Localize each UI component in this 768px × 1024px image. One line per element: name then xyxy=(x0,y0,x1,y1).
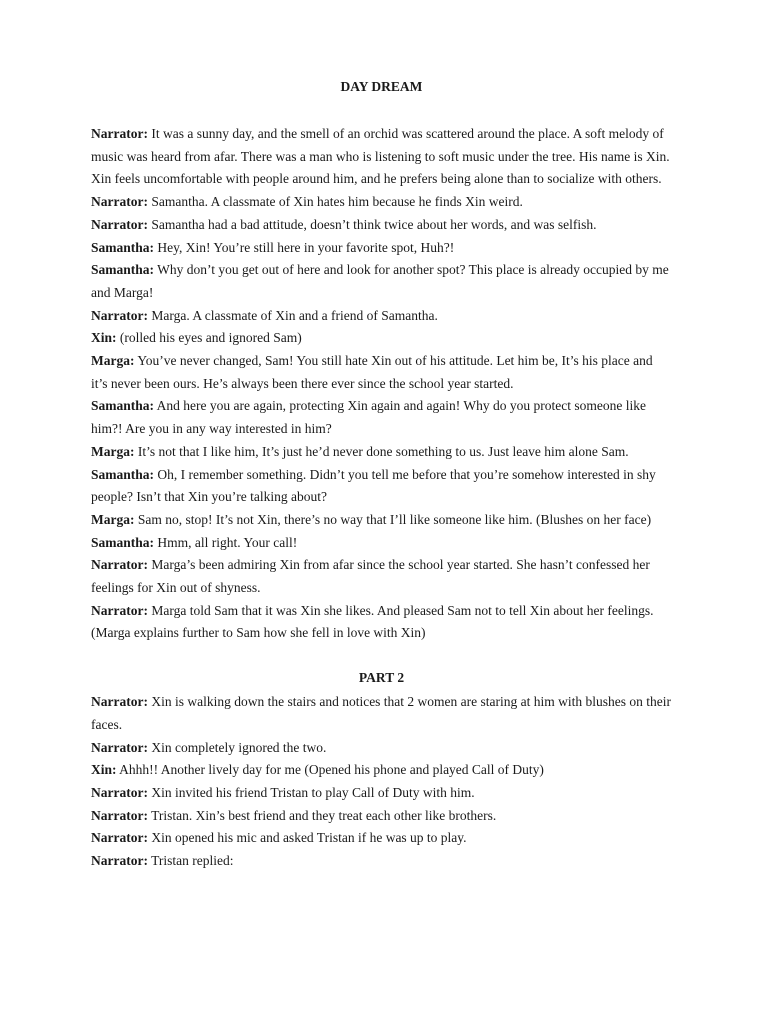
dialogue-line xyxy=(91,237,672,260)
dialogue-text: You’ve never changed, Sam! You still hate Xin out of his attitude. Let him be, It’s his place and it’s never been ours. He’s always been there ever since the school year started. xyxy=(91,353,653,391)
dialogue-text: Marga told Sam that it was Xin she likes. And pleased Sam not to tell Xin about her feelings. (Marga explains further to Sam how she fell in love with Xin) xyxy=(91,602,654,641)
speaker-label: Xin: xyxy=(91,330,117,346)
dialogue-text: Samantha. A classmate of Xin hates him because he finds Xin weird. xyxy=(147,194,523,210)
dialogue-line xyxy=(91,554,672,599)
dialogue-text: Marga’s been admiring Xin from afar since the school year started. She hasn’t confessed her feelings for Xin out of shyness. xyxy=(91,557,650,596)
dialogue-line xyxy=(91,350,672,395)
dialogue-text: Xin completely ignored the two. xyxy=(147,739,327,755)
dialogue-text: And here you are again, protecting Xin again and again! Why do you protect someone like him?! Are you in any way interested in him? xyxy=(91,398,646,437)
dialogue-line xyxy=(91,759,672,782)
dialogue-line xyxy=(91,600,672,645)
dialogue-text: Marga. A classmate of Xin and a friend of Samantha. xyxy=(147,307,438,323)
dialogue-line xyxy=(91,850,672,873)
dialogue-text: Tristan. Xin’s best friend and they treat each other like brothers. xyxy=(147,807,497,823)
speaker-label: Samantha: xyxy=(91,239,155,255)
dialogue-text: It was a sunny day, and the smell of an orchid was scattered around the place. A soft melody of music was heard from afar. There was a man who is listening to soft music under the tree. His name is Xin. Xin feels uncomfortable with people around him, and he prefers being alone than to socialize with others. xyxy=(91,126,670,187)
speaker-label: Narrator: xyxy=(91,194,148,210)
dialogue-text: Oh, I remember something. Didn’t you tell me before that you’re somehow interested in shy people? Isn’t that Xin you’re talking about? xyxy=(91,466,656,505)
speaker-label: Narrator: xyxy=(91,602,148,618)
dialogue-text: Tristan replied: xyxy=(147,853,234,869)
speaker-label: Samantha: xyxy=(91,398,155,414)
speaker-label: Narrator: xyxy=(91,216,148,232)
dialogue-line xyxy=(91,464,672,509)
dialogue-text: Xin invited his friend Tristan to play Call of Duty with him. xyxy=(147,784,475,800)
speaker-label: Marga: xyxy=(91,443,135,459)
dialogue-line xyxy=(91,123,672,191)
dialogue-text: Hmm, all right. Your call! xyxy=(154,534,298,550)
dialogue-line xyxy=(91,395,672,440)
part1-section xyxy=(91,123,672,645)
dialogue-line xyxy=(91,827,672,850)
dialogue-text: Hey, Xin! You’re still here in your favorite spot, Huh?! xyxy=(154,239,455,255)
speaker-label: Narrator: xyxy=(91,694,148,710)
dialogue-line xyxy=(91,327,672,350)
speaker-label: Narrator: xyxy=(91,807,148,823)
dialogue-line xyxy=(91,532,672,555)
dialogue-text: Ahhh!! Another lively day for me (Opened his phone and played Call of Duty) xyxy=(116,762,544,778)
speaker-label: Narrator: xyxy=(91,307,148,323)
speaker-label: Narrator: xyxy=(91,830,148,846)
dialogue-line xyxy=(91,691,672,736)
part2-section xyxy=(91,691,672,873)
speaker-label: Marga: xyxy=(91,511,135,527)
speaker-label: Samantha: xyxy=(91,466,155,482)
document-title: DAY DREAM xyxy=(340,79,423,94)
dialogue-line xyxy=(91,509,672,532)
speaker-label: Samantha: xyxy=(91,534,155,550)
speaker-label: Marga: xyxy=(91,353,135,369)
dialogue-line xyxy=(91,737,672,760)
dialogue-line xyxy=(91,305,672,328)
dialogue-text: Xin is walking down the stairs and notices that 2 women are staring at him with blushes on their faces. xyxy=(91,694,672,732)
speaker-label: Narrator: xyxy=(91,557,148,573)
dialogue-text: (rolled his eyes and ignored Sam) xyxy=(116,330,302,346)
speaker-label: Samantha: xyxy=(91,262,155,278)
dialogue-line xyxy=(91,805,672,828)
speaker-label: Narrator: xyxy=(91,784,148,800)
dialogue-text: It’s not that I like him, It’s just he’d never done something to us. Just leave him alone Sam. xyxy=(134,443,629,459)
dialogue-text: Sam no, stop! It’s not Xin, there’s no way that I’ll like someone like him. (Blushes on her face) xyxy=(134,511,652,527)
dialogue-text: Samantha had a bad attitude, doesn’t think twice about her words, and was selfish. xyxy=(147,216,597,232)
dialogue-text: Xin opened his mic and asked Tristan if he was up to play. xyxy=(147,830,467,846)
dialogue-line xyxy=(91,191,672,214)
speaker-label: Narrator: xyxy=(91,739,148,755)
speaker-label: Narrator: xyxy=(91,126,148,141)
dialogue-line xyxy=(91,214,672,237)
part2-heading: PART 2 xyxy=(358,670,405,686)
speaker-label: Xin: xyxy=(91,762,117,778)
dialogue-text: Why don’t you get out of here and look for another spot? This place is already occupied by me and Marga! xyxy=(91,262,669,300)
dialogue-line xyxy=(91,782,672,805)
speaker-label: Narrator: xyxy=(91,853,148,869)
dialogue-line xyxy=(91,441,672,464)
dialogue-line xyxy=(91,259,672,304)
